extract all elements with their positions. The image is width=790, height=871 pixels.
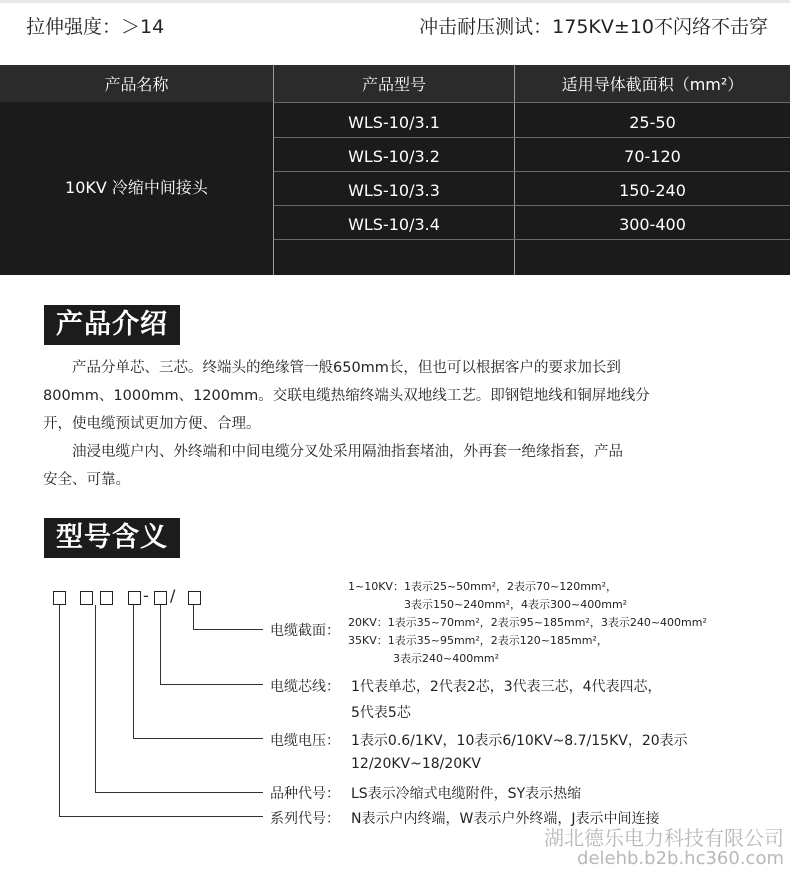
table-cell-area: 25-50 [629, 112, 676, 132]
code-dash: - [143, 586, 149, 605]
code-slash: / [170, 586, 176, 605]
connector-line [160, 605, 161, 684]
table-cell-model: WLS-10/3.2 [348, 146, 440, 166]
table-cell-model: WLS-10/3.1 [348, 112, 440, 132]
table-cell-model: WLS-10/3.3 [348, 180, 440, 200]
table-cell-area: 300-400 [619, 214, 686, 234]
intro-paragraph-line: 产品分单芯、三芯。终端头的绝缘管一般650mm长，但也可以根据客户的要求加长到 [72, 360, 621, 376]
section-desc-line: 3表示150~240mm²，4表示300~400mm² [404, 598, 628, 611]
table-header-area: 适用导体截面积（mm²） [515, 65, 790, 102]
series-desc: N表示户内终端，W表示户外终端，J表示中间连接 [351, 811, 660, 827]
connector-line [193, 629, 263, 630]
section-desc-line: 20KV：1表示35~70mm²，2表示95~185mm²，3表示240~400mm² [348, 616, 707, 629]
intro-paragraph-line: 800mm、1000mm、1200mm。交联电缆热缩终端头双地线工艺。即钢铠地线和铜屏地线分 [43, 388, 650, 404]
model-section-title: 型号含义 [44, 518, 180, 558]
intro-section-title: 产品介绍 [44, 305, 180, 345]
code-box-core-count [154, 591, 167, 605]
connector-line [193, 605, 194, 629]
connector-line [133, 738, 263, 739]
connector-line [59, 816, 263, 817]
core-desc-line: 1代表单芯，2代表2芯，3代表三芯，4代表四芯， [351, 679, 662, 695]
product-table [0, 65, 790, 275]
section-desc-line: 1~10KV：1表示25~50mm²，2表示70~120mm²， [348, 580, 618, 593]
watermark-url: delehb.b2b.hc360.com [577, 848, 784, 869]
core-desc-line: 5代表5芯 [351, 705, 411, 721]
code-box-series [53, 591, 66, 605]
table-cell-area: 70-120 [624, 146, 681, 166]
series-label: 系列代号： [270, 811, 340, 827]
voltage-desc-line: 12/20KV~18/20KV [351, 756, 481, 772]
voltage-label: 电缆电压： [270, 733, 340, 749]
table-header-model: 产品型号 [274, 65, 514, 102]
connector-line [59, 605, 60, 816]
connector-line [133, 605, 134, 738]
intro-paragraph-line: 开，使电缆预试更加方便、合理。 [43, 416, 261, 432]
section-desc-line: 3表示240~400mm² [393, 652, 500, 665]
table-cell-product-name: 10KV 冷缩中间接头 [65, 177, 208, 197]
top-divider [0, 0, 790, 3]
watermark-company: 湖北德乐电力科技有限公司 [544, 826, 784, 850]
code-box-core [128, 591, 141, 605]
connector-line [95, 792, 263, 793]
spec-impulse-test: 冲击耐压测试：175KV±10不闪络不击穿 [419, 16, 768, 38]
section-label: 电缆截面： [270, 623, 340, 639]
table-divider [274, 102, 790, 103]
core-label: 电缆芯线： [270, 679, 340, 695]
table-cell-model: WLS-10/3.4 [348, 214, 440, 234]
section-desc-line: 35KV：1表示35~95mm²，2表示120~185mm²， [348, 634, 608, 647]
voltage-desc-line: 1表示0.6/1KV，10表示6/10KV~8.7/15KV，20表示 [351, 733, 688, 749]
code-box-voltage [100, 591, 113, 605]
intro-text [43, 354, 743, 494]
intro-paragraph-line: 油浸电缆户内、外终端和中间电缆分叉处采用隔油指套堵油，外再套一绝缘指套，产品 [72, 444, 623, 460]
table-header-name: 产品名称 [0, 65, 273, 102]
code-box-section [188, 591, 201, 605]
connector-line [95, 605, 96, 792]
variety-desc: LS表示冷缩式电缆附件，SY表示热缩 [351, 786, 582, 802]
spec-tensile-strength: 拉伸强度：＞14 [26, 16, 165, 38]
variety-label: 品种代号： [270, 786, 340, 802]
intro-paragraph-line: 安全、可靠。 [43, 472, 130, 488]
code-box-variety [80, 591, 93, 605]
connector-line [160, 684, 263, 685]
table-cell-area: 150-240 [619, 180, 686, 200]
